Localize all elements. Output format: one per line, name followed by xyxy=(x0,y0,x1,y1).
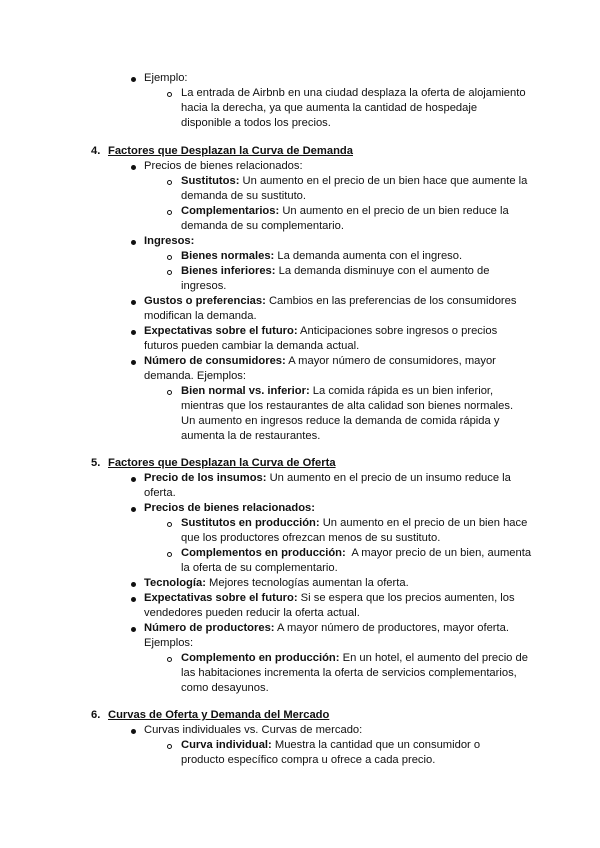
s5-hotel: Complemento en producción: En un hotel, el aumento del precio de xyxy=(181,652,528,664)
bullet-dot-icon xyxy=(131,77,136,82)
airbnb-line-2: hacia la derecha, ya que aumenta la cantidad de hospedaje xyxy=(181,102,478,114)
bullet-circle-icon xyxy=(167,210,172,215)
s4-expectativas: Expectativas sobre el futuro: Anticipaciones sobre ingresos o precios xyxy=(144,325,498,337)
s5-insumos: Precio de los insumos: Un aumento en el precio de un insumo reduce la xyxy=(144,472,511,484)
bullet-dot-icon xyxy=(131,582,136,587)
s4-complementarios: Complementarios: Un aumento en el precio de un bien reduce la xyxy=(181,205,509,217)
airbnb-line-3: disponible a todos los precios. xyxy=(181,117,331,129)
ejemplo-label: Ejemplo: xyxy=(144,72,188,84)
s4-normal-inferior-cont3: aumenta la de restaurantes. xyxy=(181,430,321,442)
s5-expectativas: Expectativas sobre el futuro: Si se espera que los precios aumenten, los xyxy=(144,592,515,604)
s4-numero-cont: demanda. Ejemplos: xyxy=(144,370,246,382)
bullet-dot-icon xyxy=(131,165,136,170)
bullet-circle-icon xyxy=(167,390,172,395)
bullet-dot-icon xyxy=(131,330,136,335)
s4-normal-inferior: Bien normal vs. inferior: La comida rápida es un bien inferior, xyxy=(181,385,494,397)
s4-gustos-cont: modifican la demanda. xyxy=(144,310,257,322)
bullet-dot-icon xyxy=(131,627,136,632)
bullet-dot-icon xyxy=(131,477,136,482)
s4-normal-inferior-cont2: Un aumento en ingresos reduce la demanda de comida rápida y xyxy=(181,415,500,427)
airbnb-line-1: La entrada de Airbnb en una ciudad desplaza la oferta de alojamiento xyxy=(181,87,526,99)
s5-productores-cont: Ejemplos: xyxy=(144,637,194,649)
bullet-dot-icon xyxy=(131,597,136,602)
s5-hotel-cont2: como desayunos. xyxy=(181,682,269,694)
s5-hotel-cont1: las habitaciones incrementa la oferta de servicios complementarios, xyxy=(181,667,517,679)
s4-normales: Bienes normales: La demanda aumenta con el ingreso. xyxy=(181,250,463,262)
bullet-dot-icon xyxy=(131,729,136,734)
section5-heading: Factores que Desplazan la Curva de Oferta xyxy=(108,457,336,469)
bullet-dot-icon xyxy=(131,360,136,365)
s5-expectativas-cont: vendedores pueden reducir la oferta actual. xyxy=(144,607,360,619)
section5-number: 5. xyxy=(91,457,101,469)
section6-heading: Curvas de Oferta y Demanda del Mercado xyxy=(108,709,330,721)
bullet-dot-icon xyxy=(131,240,136,245)
bullet-circle-icon xyxy=(167,270,172,275)
s4-numero: Número de consumidores: A mayor número de consumidores, mayor xyxy=(144,355,496,367)
s6-curvas-label: Curvas individuales vs. Curvas de mercado: xyxy=(144,724,363,736)
s4-ingresos-label: Ingresos: xyxy=(144,235,195,247)
bullet-circle-icon xyxy=(167,657,172,662)
section4-number: 4. xyxy=(91,145,101,157)
s5-tecnologia: Tecnología: Mejores tecnologías aumentan la oferta. xyxy=(144,577,409,589)
s5-precios-label: Precios de bienes relacionados: xyxy=(144,502,315,514)
bullet-circle-icon xyxy=(167,92,172,97)
s4-sustitutos: Sustitutos: Un aumento en el precio de un bien hace que aumente la xyxy=(181,175,528,187)
s4-inferiores: Bienes inferiores: La demanda disminuye con el aumento de xyxy=(181,265,490,277)
s6-individual: Curva individual: Muestra la cantidad que un consumidor o xyxy=(181,739,481,751)
s5-insumos-cont: oferta. xyxy=(144,487,176,499)
s5-productores: Número de productores: A mayor número de productores, mayor oferta. xyxy=(144,622,509,634)
s5-sustitutos-cont: que los productores ofrezcan menos de su sustituto. xyxy=(181,532,441,544)
s5-complementos: Complementos en producción: A mayor precio de un bien, aumenta xyxy=(181,547,532,559)
bullet-dot-icon xyxy=(131,300,136,305)
s4-expectativas-cont: futuros pueden cambiar la demanda actual. xyxy=(144,340,360,352)
bullet-circle-icon xyxy=(167,552,172,557)
bullet-circle-icon xyxy=(167,522,172,527)
s4-precios-label: Precios de bienes relacionados: xyxy=(144,160,303,172)
bullet-circle-icon xyxy=(167,255,172,260)
s5-complementos-cont: la oferta de su complementario. xyxy=(181,562,338,574)
section4-heading: Factores que Desplazan la Curva de Demanda xyxy=(108,145,353,157)
s4-sustitutos-cont: demanda de su sustituto. xyxy=(181,190,307,202)
bullet-dot-icon xyxy=(131,507,136,512)
s4-inferiores-cont: ingresos. xyxy=(181,280,227,292)
s4-gustos: Gustos o preferencias: Cambios en las preferencias de los consumidores xyxy=(144,295,517,307)
s4-normal-inferior-cont1: mientras que los restaurantes de alta calidad son bienes normales. xyxy=(181,400,514,412)
bullet-circle-icon xyxy=(167,180,172,185)
bullet-circle-icon xyxy=(167,744,172,749)
s5-sustitutos: Sustitutos en producción: Un aumento en el precio de un bien hace xyxy=(181,517,528,529)
section6-number: 6. xyxy=(91,709,101,721)
s4-complementarios-cont: demanda de su complementario. xyxy=(181,220,344,232)
s6-individual-cont: producto específico compra u ofrece a cada precio. xyxy=(181,754,436,766)
